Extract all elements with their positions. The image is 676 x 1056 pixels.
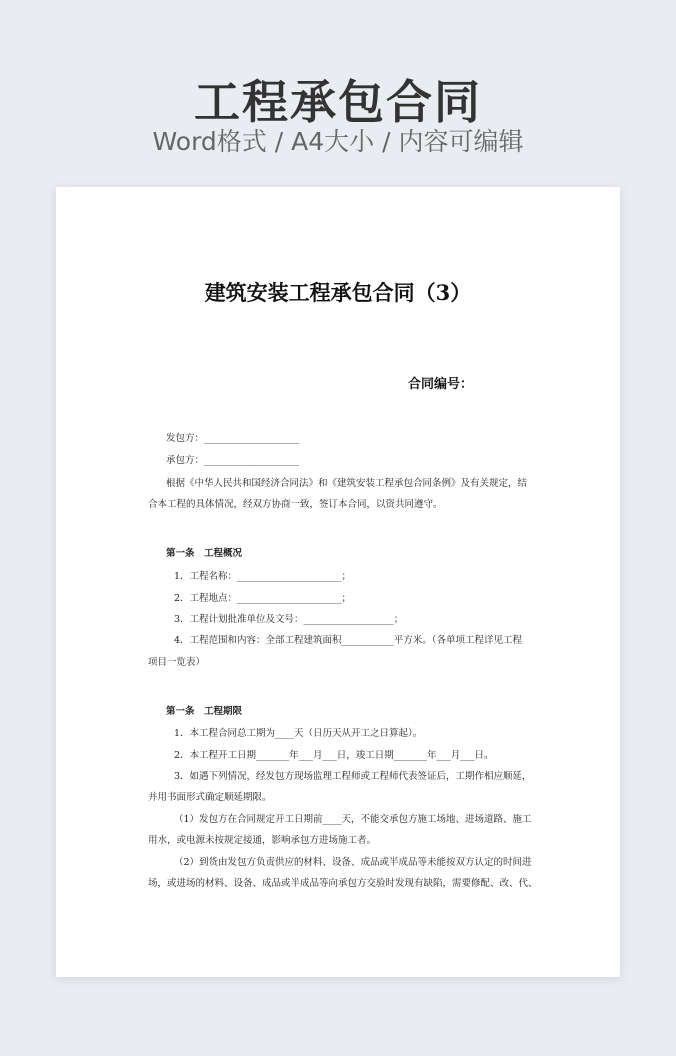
contractor-line: 承包方：____________________ bbox=[166, 455, 300, 466]
contract-number-label: 合同编号： bbox=[408, 377, 474, 392]
section-heading-1: 第一条 工程概况 bbox=[166, 548, 243, 559]
list-item: 1．本工程合同总工期为____天（日历天从开工之日算起）。 bbox=[174, 728, 423, 739]
list-item: 1．工程名称：______________________； bbox=[174, 571, 352, 582]
list-item-continuation: 用水，或电源未按规定接通，影响承包方进场施工者。 bbox=[148, 835, 377, 846]
preamble-line-2: 合本工程的具体情况，经双方协商一致，签订本合同，以资共同遵守。 bbox=[148, 499, 443, 510]
list-item: 4．工程范围和内容：全部工程建筑面积___________平方米。（各单项工程详见工程 bbox=[174, 635, 523, 646]
list-item-continuation: 场，或进场的材料、设备、成品或半成品等向承包方交验时发现有缺陷，需要修配、改、代、 bbox=[148, 878, 538, 889]
list-item: 2．本工程开工日期_______年___月___日，竣工日期_______年___月___日。 bbox=[174, 750, 494, 761]
document-title: 建筑安装工程承包合同（3） bbox=[204, 280, 472, 305]
list-item: （2）到货由发包方负责供应的材料、设备、成品或半成品等未能按双方认定的时间进 bbox=[174, 857, 532, 868]
document-page bbox=[56, 187, 620, 977]
list-item: 3．如遇下列情况，经发包方现场监理工程师或工程师代表签证后，工期作相应顺延， bbox=[174, 771, 532, 782]
banner-title: 工程承包合同 bbox=[194, 75, 482, 129]
employer-line: 发包方：____________________ bbox=[166, 433, 300, 444]
list-item: （1）发包方在合同规定开工日期前____天，不能交承包方施工场地、进场道路、施工 bbox=[174, 814, 532, 825]
preamble-line-1: 根据《中华人民共和国经济合同法》和《建筑安装工程承包合同条例》及有关规定，结 bbox=[166, 478, 528, 489]
list-item: 3．工程计划批准单位及文号：___________________； bbox=[174, 614, 404, 625]
banner-subtitle: Word格式 / A4大小 / 内容可编辑 bbox=[152, 127, 524, 156]
list-item-continuation: 并用书面形式确定顺延期限。 bbox=[148, 792, 272, 803]
list-item: 2．工程地点：______________________； bbox=[174, 593, 352, 604]
list-item-continuation: 项目一览表） bbox=[148, 657, 206, 668]
section-heading-2: 第一条 工程期限 bbox=[166, 706, 243, 717]
